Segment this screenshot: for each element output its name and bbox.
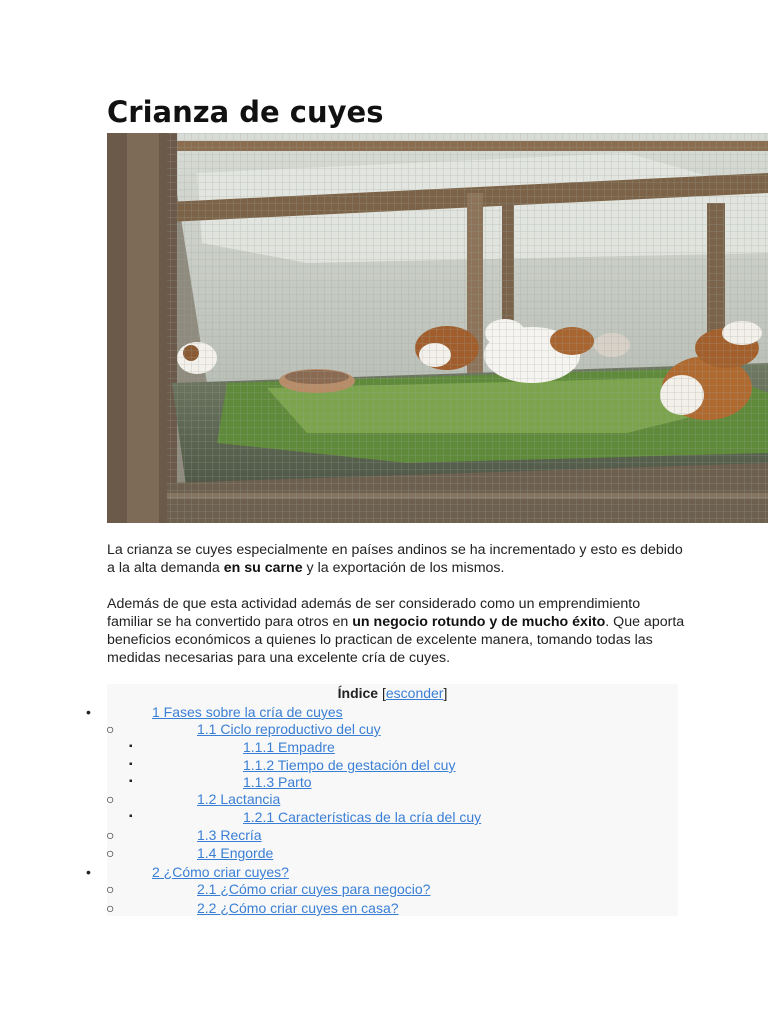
intro-p2-text-a: Además de que esta actividad además de ser considerado como un emprendimiento familiar se ha convertido para otros en: [107, 596, 641, 630]
toc-link[interactable]: 1.1.1 Empadre: [243, 739, 335, 755]
intro-p1-bold: en su carne: [223, 560, 303, 576]
toc-item: [0, 738, 768, 756]
toc-link[interactable]: 1.2 Lactancia: [197, 791, 281, 807]
toc-bullet: ○: [106, 845, 115, 861]
toc-item: [0, 826, 768, 844]
toc-link[interactable]: 1.1.2 Tiempo de gestación del cuy: [243, 757, 456, 773]
toc-bullet: ○: [106, 881, 115, 897]
toc-bullet: •: [86, 704, 91, 720]
toc-link[interactable]: 1.4 Engorde: [197, 845, 274, 861]
toc-item: [0, 703, 768, 721]
intro-p2-bold: un negocio rotundo y de mucho éxito: [352, 614, 606, 630]
toc-item: [0, 844, 768, 862]
toc-item: [0, 756, 768, 774]
toc-toggle-link[interactable]: esconder: [385, 685, 444, 701]
toc-bullet: ▪: [129, 741, 133, 752]
toc-bullet: ▪: [129, 776, 133, 787]
toc-link[interactable]: 2.1 ¿Cómo criar cuyes para negocio?: [197, 881, 431, 897]
toc-item: [0, 863, 768, 881]
intro-p1-text-a: La crianza se cuyes especialmente en países andinos se ha incrementado y esto es debido a la alta demanda: [107, 542, 683, 576]
toc-item: [0, 773, 768, 791]
toc-title: Índice: [337, 685, 379, 701]
toc-bullet: ○: [106, 721, 115, 737]
toc-open-bracket: [: [378, 685, 386, 701]
intro-p2-text-b: . Que aporta beneficios económicos a quienes lo practican de excelente manera, tomando todas las medidas necesarias para una excelente cría de cuyes.: [107, 614, 685, 666]
toc-link[interactable]: 2 ¿Cómo criar cuyes?: [152, 864, 289, 880]
toc-header: [107, 684, 678, 702]
toc-close-bracket: ]: [443, 685, 448, 701]
toc-link[interactable]: 2.2 ¿Cómo criar cuyes en casa?: [197, 900, 399, 916]
toc-bullet: ○: [106, 900, 115, 916]
intro-p1-text-b: y la exportación de los mismos.: [302, 560, 505, 576]
toc-link[interactable]: 1.2.1 Características de la cría del cuy: [243, 809, 482, 825]
toc-link[interactable]: 1.1 Ciclo reproductivo del cuy: [197, 721, 381, 737]
toc-bullet: ○: [106, 791, 115, 807]
toc-link[interactable]: 1 Fases sobre la cría de cuyes: [152, 704, 343, 720]
intro-paragraph-2: [107, 595, 687, 667]
toc-item: [0, 899, 768, 917]
toc-link[interactable]: 1.1.3 Parto: [243, 774, 312, 790]
toc-item: [0, 790, 768, 808]
toc-bullet: ▪: [129, 759, 133, 770]
toc-link[interactable]: 1.3 Recría: [197, 827, 262, 843]
page-title: Crianza de cuyes: [107, 95, 384, 129]
toc-bullet: ▪: [129, 811, 133, 822]
toc-item: [0, 808, 768, 826]
toc-bullet: •: [86, 864, 91, 880]
toc-item: [0, 720, 768, 738]
guinea-pig-cage-photo: [107, 133, 768, 523]
toc-bullet: ○: [106, 827, 115, 843]
intro-paragraph-1: [107, 541, 687, 577]
toc-item: [0, 880, 768, 898]
